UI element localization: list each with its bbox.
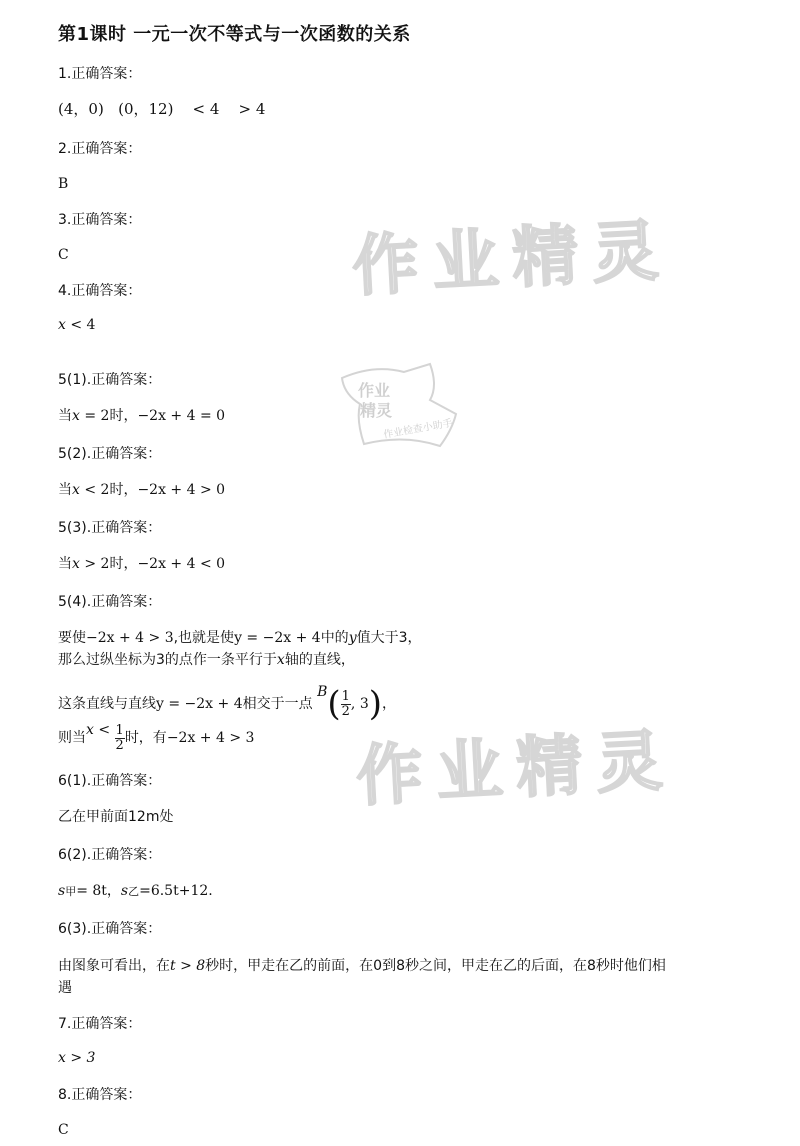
- q1-answer: [58, 99, 265, 119]
- q7-label: 7.正确答案：: [58, 1016, 142, 1032]
- watermark-stamp: [334, 360, 464, 450]
- q5-1-cond: = 2: [79, 408, 110, 424]
- q5-4-l1-ineq: −2x + 4 > 3: [86, 630, 174, 646]
- q5-4-l1-text-b: ,也就是使: [173, 630, 235, 646]
- q5-1-expr: −2x + 4 = 0: [137, 408, 226, 424]
- q5-2-x: x: [72, 482, 80, 498]
- q5-4-line-4: [58, 714, 254, 754]
- q5-4-line-2: [58, 650, 355, 670]
- q5-2-expr: −2x + 4 > 0: [137, 482, 226, 498]
- q5-2-when: 时，: [109, 482, 138, 498]
- q6-3-line-2: 遇: [58, 980, 72, 996]
- q5-4-l1-y: y: [348, 630, 357, 646]
- q5-3-pre: 当: [58, 556, 72, 572]
- q1-point-1: (4，0): [58, 100, 104, 118]
- q5-4-line-1: [58, 628, 422, 648]
- q5-3-label: 5(3).正确答案：: [58, 520, 162, 536]
- q5-4-l1-text-c: 中的: [320, 630, 349, 646]
- q5-2-cond: < 2: [79, 482, 110, 498]
- q3-answer: C: [58, 247, 69, 263]
- watermark-top: 作业精灵: [350, 211, 675, 306]
- q6-1-label: 6(1).正确答案：: [58, 773, 162, 789]
- q1-label: 1.正确答案：: [58, 66, 142, 82]
- q6-2-s1: s: [58, 883, 66, 899]
- q5-4-l4-text-b: 时，有: [124, 730, 167, 746]
- stamp-line1: 作业: [358, 381, 391, 400]
- q5-3-when: 时，: [109, 556, 138, 572]
- q5-4-l3-text-b: 相交于一点: [242, 696, 313, 712]
- q5-4-l3-point: B: [317, 684, 328, 700]
- q7-answer: x > 3: [58, 1050, 96, 1066]
- q1-value-1: < 4: [192, 100, 220, 118]
- q5-4-l4-den: 2: [115, 737, 124, 753]
- q6-2-label: 6(2).正确答案：: [58, 847, 162, 863]
- q6-3-l1-text-a: 由图象可看出，在: [58, 958, 170, 974]
- q4-var: x: [58, 317, 66, 333]
- q5-1-answer: [58, 406, 225, 426]
- q5-3-x: x: [72, 556, 80, 572]
- q5-4-l3-text-a: 这条直线与直线: [58, 696, 156, 712]
- q6-2-s2-expr: =6.5t+12.: [139, 883, 213, 899]
- q5-2-label: 5(2).正确答案：: [58, 446, 162, 462]
- watermark-bottom: 作业精灵: [354, 721, 679, 816]
- q2-answer: B: [58, 176, 69, 192]
- q6-2-s1-sub: 甲: [65, 885, 77, 898]
- q5-2-answer: [58, 480, 225, 500]
- q5-4-l2-x: x: [276, 652, 285, 668]
- q5-4-l3-lparen: (: [327, 684, 341, 724]
- q6-2-s2-sub: 乙: [128, 885, 140, 898]
- q5-4-l4-num: 1: [115, 722, 124, 738]
- q5-1-x: x: [72, 408, 80, 424]
- stamp-motto: 作业检查小助手: [382, 417, 454, 441]
- q5-4-l4-cond: x <: [86, 722, 111, 738]
- q5-4-l4-text-a: 则当: [58, 730, 86, 746]
- q5-4-l3-den: 2: [341, 703, 350, 719]
- q5-4-label: 5(4).正确答案：: [58, 594, 162, 610]
- q5-4-l3-num: 1: [341, 688, 350, 704]
- q2-label: 2.正确答案：: [58, 141, 142, 157]
- q5-4-l1-text-a: 要使: [58, 630, 86, 646]
- q6-1-answer: 乙在甲前面12m处: [58, 809, 174, 825]
- q8-label: 8.正确答案：: [58, 1087, 142, 1103]
- q5-3-cond: > 2: [79, 556, 110, 572]
- q5-1-when: 时，: [109, 408, 138, 424]
- q6-3-l1-text-b: 秒时，甲走在乙的前面，在0到8秒之间，甲走在乙的后面，在8秒时他们相: [205, 958, 666, 974]
- q6-2-answer: [58, 881, 213, 902]
- q6-2-s1-expr: = 8t: [76, 883, 107, 899]
- q5-4-l1-func: y = −2x + 4: [234, 630, 321, 646]
- q5-4-l3-fraction: [341, 690, 351, 719]
- q5-4-l1-text-d: 值大于3，: [356, 630, 422, 646]
- q5-1-pre: 当: [58, 408, 72, 424]
- q6-3-l1-cond: t > 8: [170, 958, 206, 974]
- q5-4-l2-text-a: 那么过纵坐标为3的点作一条平行于: [58, 652, 277, 668]
- q1-point-2: (0，12): [118, 100, 174, 118]
- q5-1-label: 5(1).正确答案：: [58, 372, 162, 388]
- q1-value-2: > 4: [238, 100, 266, 118]
- q4-label: 4.正确答案：: [58, 283, 142, 299]
- stamp-line2: 精灵: [360, 401, 393, 420]
- q6-2-sep: ，: [106, 883, 121, 899]
- q5-2-pre: 当: [58, 482, 72, 498]
- q5-4-l3-comma: ，: [382, 696, 396, 712]
- q5-4-l2-text-b: 轴的直线，: [284, 652, 355, 668]
- q5-3-answer: [58, 554, 225, 574]
- q4-answer: [58, 315, 95, 335]
- q5-4-l3-y: , 3: [350, 696, 369, 712]
- q5-3-expr: −2x + 4 < 0: [137, 556, 226, 572]
- q8-answer: C: [58, 1122, 69, 1138]
- q5-4-l3-rparen: ): [368, 684, 382, 724]
- q4-rest: < 4: [70, 317, 96, 333]
- q3-label: 3.正确答案：: [58, 212, 142, 228]
- q5-4-l4-ineq: −2x + 4 > 3: [166, 730, 255, 746]
- q5-4-l4-fraction: [115, 724, 125, 753]
- page-title: 第1课时 一元一次不等式与一次函数的关系: [58, 24, 411, 45]
- q6-3-line-1: [58, 956, 666, 976]
- q6-2-s2: s: [120, 883, 129, 899]
- q6-3-label: 6(3).正确答案：: [58, 921, 162, 937]
- q5-4-l3-func: y = −2x + 4: [156, 696, 243, 712]
